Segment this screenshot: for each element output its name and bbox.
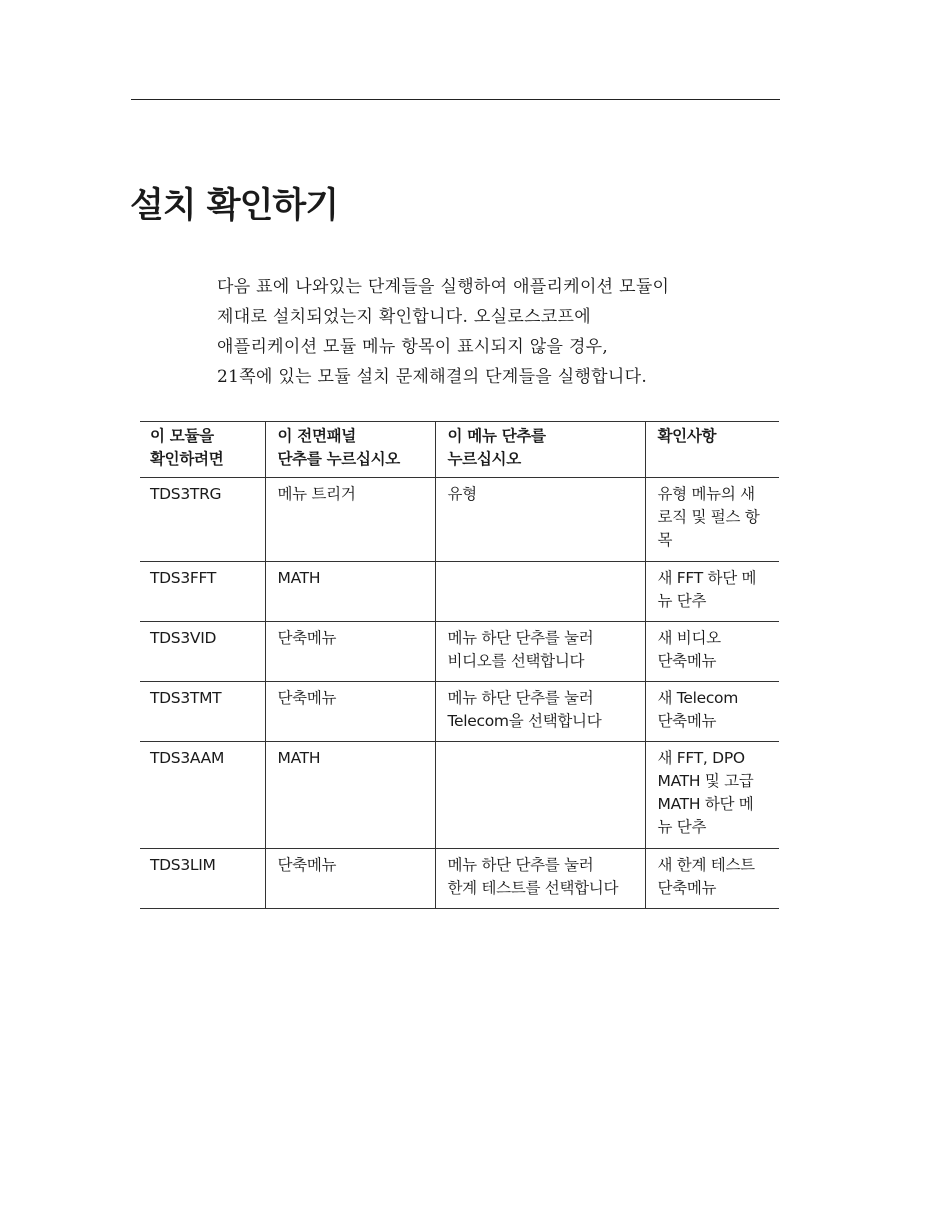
top-rule <box>131 99 780 100</box>
intro-line: 애플리케이션 모듈 메뉴 항목이 표시되지 않을 경우, <box>217 337 609 357</box>
cell-verification: 새 비디오 단축메뉴 <box>645 622 779 682</box>
table-row <box>140 478 779 562</box>
cell-front-panel-button: 단축메뉴 <box>265 682 435 742</box>
table-row <box>140 742 779 849</box>
header-front-panel-button: 이 전면패널 단추를 누르십시오 <box>265 422 435 478</box>
module-verification-table <box>140 421 779 909</box>
cell-front-panel-button: 메뉴 트리거 <box>265 478 435 562</box>
intro-line: 다음 표에 나와있는 단계들을 실행하여 애플리케이션 모듈이 <box>217 277 670 297</box>
cell-module: TDS3LIM <box>140 849 265 909</box>
header-module: 이 모듈을 확인하려면 <box>140 422 265 478</box>
cell-module: TDS3TMT <box>140 682 265 742</box>
header-verification: 확인사항 <box>645 422 779 478</box>
cell-front-panel-button: 단축메뉴 <box>265 622 435 682</box>
cell-menu-button <box>435 562 645 622</box>
cell-verification: 새 Telecom 단축메뉴 <box>645 682 779 742</box>
cell-verification: 새 FFT 하단 메 뉴 단추 <box>645 562 779 622</box>
cell-module: TDS3AAM <box>140 742 265 849</box>
cell-module: TDS3VID <box>140 622 265 682</box>
cell-menu-button: 메뉴 하단 단추를 눌러 비디오를 선택합니다 <box>435 622 645 682</box>
cell-front-panel-button: MATH <box>265 742 435 849</box>
intro-line: 제대로 설치되었는지 확인합니다. 오실로스코프에 <box>217 307 591 327</box>
cell-verification: 새 한계 테스트 단축메뉴 <box>645 849 779 909</box>
header-menu-button: 이 메뉴 단추를 누르십시오 <box>435 422 645 478</box>
cell-menu-button <box>435 742 645 849</box>
cell-verification: 새 FFT, DPO MATH 및 고급 MATH 하단 메 뉴 단추 <box>645 742 779 849</box>
table-row <box>140 562 779 622</box>
table-header-row <box>140 422 779 478</box>
cell-menu-button: 메뉴 하단 단추를 눌러 한계 테스트를 선택합니다 <box>435 849 645 909</box>
cell-verification: 유형 메뉴의 새 로직 및 펄스 항 목 <box>645 478 779 562</box>
table-row <box>140 849 779 909</box>
cell-module: TDS3FFT <box>140 562 265 622</box>
table-row <box>140 622 779 682</box>
cell-front-panel-button: 단축메뉴 <box>265 849 435 909</box>
intro-paragraph <box>217 272 787 392</box>
page-heading: 설치 확인하기 <box>130 186 339 226</box>
cell-front-panel-button: MATH <box>265 562 435 622</box>
cell-module: TDS3TRG <box>140 478 265 562</box>
table-row <box>140 682 779 742</box>
cell-menu-button: 메뉴 하단 단추를 눌러 Telecom을 선택합니다 <box>435 682 645 742</box>
intro-line: 21쪽에 있는 모듈 설치 문제해결의 단계들을 실행합니다. <box>217 367 648 387</box>
cell-menu-button: 유형 <box>435 478 645 562</box>
